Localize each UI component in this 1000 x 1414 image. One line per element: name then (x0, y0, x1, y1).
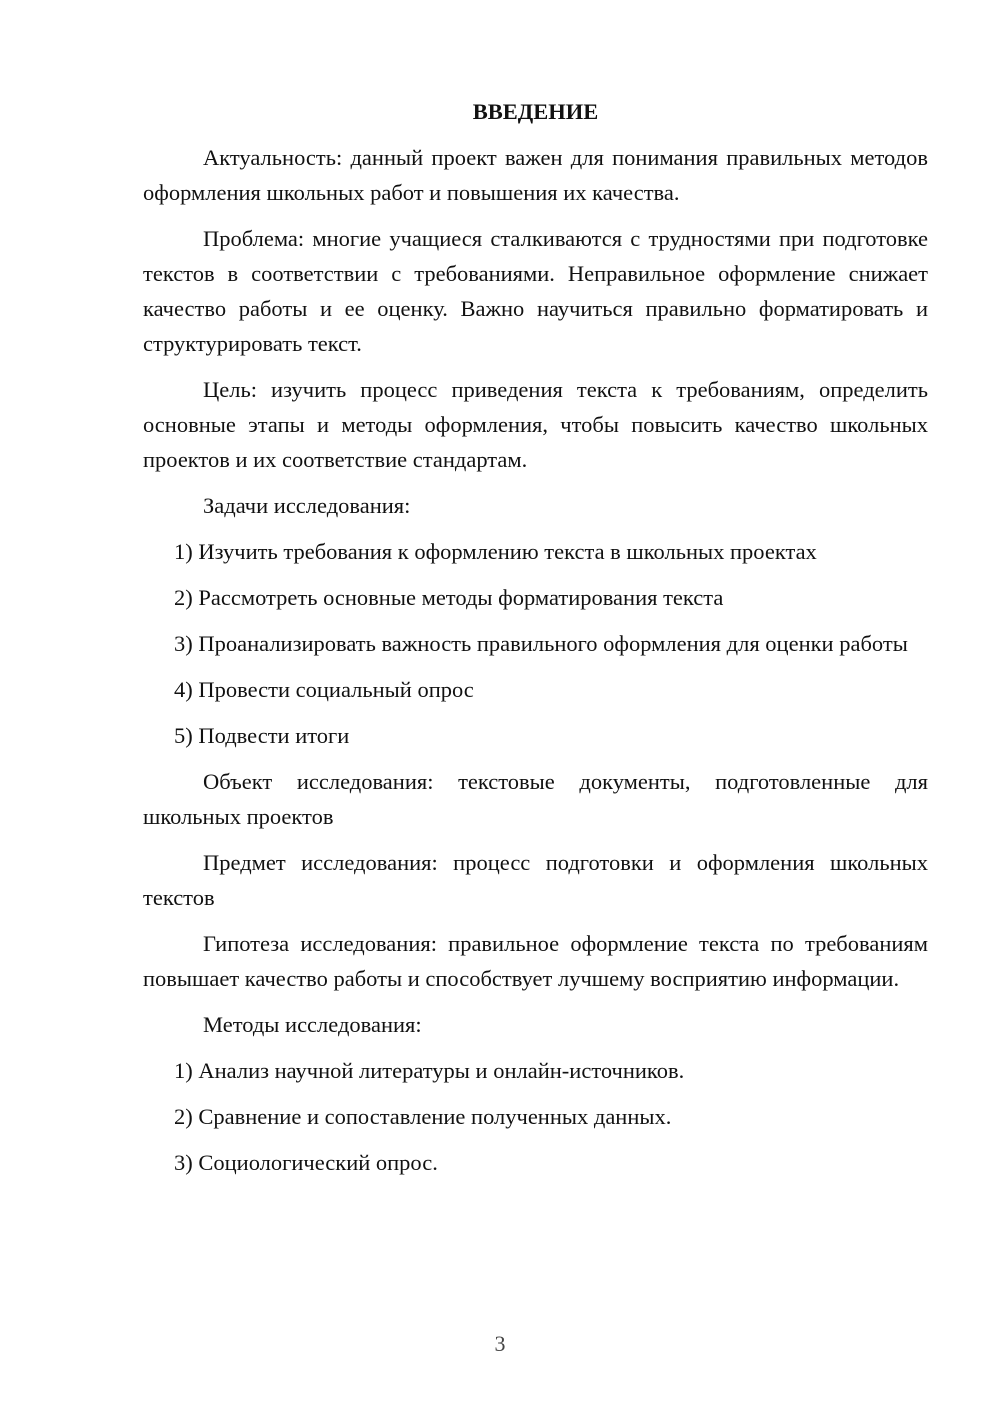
document-body (143, 94, 928, 1191)
methods-list (143, 1053, 928, 1180)
method-item: 3) Социологический опрос. (174, 1150, 438, 1175)
tasks-list (143, 534, 928, 753)
task-item: 5) Подвести итоги (174, 723, 350, 748)
method-item: 1) Анализ научной литературы и онлайн-источников. (174, 1058, 685, 1083)
method-item: 2) Сравнение и сопоставление полученных данных. (174, 1104, 672, 1129)
goal-paragraph: Цель: изучить процесс приведения текста к требованиям, определить основные этапы и методы оформления, чтобы повысить качество школьных проектов и их соответствие стандартам. (143, 377, 928, 472)
task-item: 1) Изучить требования к оформлению текста в школьных проектах (174, 539, 817, 564)
page-number: 3 (494, 1331, 506, 1356)
relevance-paragraph: Актуальность: данный проект важен для понимания правильных методов оформления школьных работ и повышения их качества. (143, 145, 928, 205)
object-paragraph: Объект исследования: текстовые документы, подготовленные для школьных проектов (143, 769, 928, 829)
problem-paragraph: Проблема: многие учащиеся сталкиваются с трудностями при подготовке текстов в соответствии с требованиями. Неправильное оформление снижает качество работы и ее оценку. Важно научиться правильно форматировать и структурировать текст. (143, 226, 928, 356)
subject-paragraph: Предмет исследования: процесс подготовки и оформления школьных текстов (143, 850, 928, 910)
methods-heading: Методы исследования: (203, 1012, 422, 1037)
hypothesis-paragraph: Гипотеза исследования: правильное оформление текста по требованиям повышает качество работы и способствует лучшему восприятию информации. (143, 931, 928, 991)
task-item: 3) Проанализировать важность правильного оформления для оценки работы (174, 631, 908, 656)
tasks-heading: Задачи исследования: (203, 493, 411, 518)
page-title: ВВЕДЕНИЕ (472, 99, 599, 124)
task-item: 4) Провести социальный опрос (174, 677, 474, 702)
task-item: 2) Рассмотреть основные методы форматирования текста (174, 585, 724, 610)
